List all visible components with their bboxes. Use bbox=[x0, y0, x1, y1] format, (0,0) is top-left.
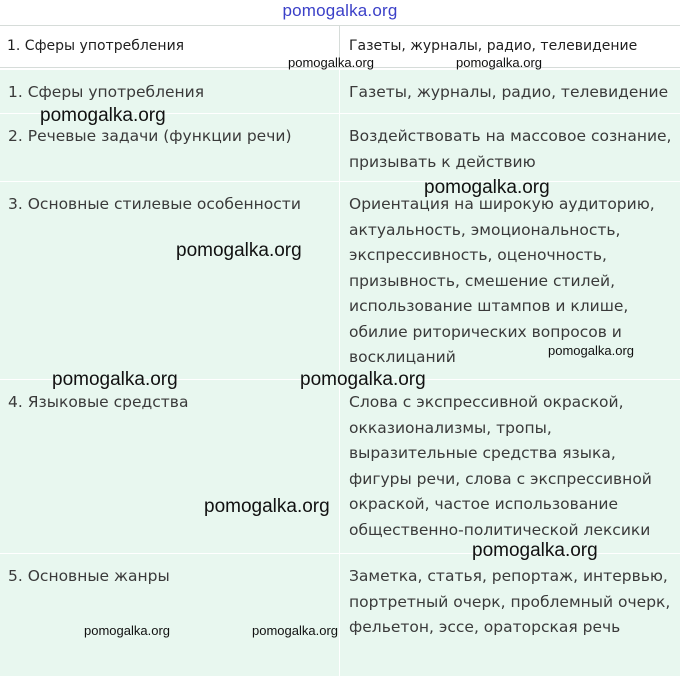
watermark: pomogalka.org bbox=[52, 369, 178, 390]
site-title[interactable]: pomogalka.org bbox=[282, 1, 398, 20]
watermark: pomogalka.org bbox=[204, 496, 330, 517]
watermark: pomogalka.org bbox=[300, 369, 426, 390]
watermark: pomogalka.org bbox=[176, 240, 302, 261]
row-value: Ориентация на широкую аудиторию, актуальность, эмоциональность, экспрессивность, оценочность, призывность, смешение стилей, использование штампов и клише, обилие риторических вопросов и восклицаний bbox=[349, 195, 655, 366]
table-row bbox=[0, 380, 680, 554]
row-value: Заметка, статья, репортаж, интервью, портретный очерк, проблемный очерк, фельетон, эссе, ораторская речь bbox=[349, 567, 671, 636]
watermark: pomogalka.org bbox=[40, 105, 166, 126]
watermark: pomogalka.org bbox=[424, 177, 550, 198]
watermark: pomogalka.org bbox=[252, 623, 338, 638]
row-label: 5. Основные жанры bbox=[8, 567, 170, 585]
watermark: pomogalka.org bbox=[84, 623, 170, 638]
header-cell-left: 1. Сферы употребления bbox=[7, 38, 185, 54]
row-value: Воздействовать на массовое сознание, призывать к действию bbox=[349, 127, 672, 171]
row-label: 2. Речевые задачи (функции речи) bbox=[8, 127, 292, 145]
row-value: Газеты, журналы, радио, телевидение bbox=[349, 83, 669, 101]
row-label: 1. Сферы употребления bbox=[8, 83, 205, 101]
table-row bbox=[0, 554, 680, 676]
row-label: 4. Языковые средства bbox=[8, 393, 189, 411]
watermark: pomogalka.org bbox=[472, 540, 598, 561]
row-label: 3. Основные стилевые особенности bbox=[8, 195, 301, 213]
watermark: pomogalka.org bbox=[548, 343, 634, 358]
watermark: pomogalka.org bbox=[288, 55, 374, 70]
row-value: Слова с экспрессивной окраской, окказионализмы, тропы, выразительные средства языка, фигуры речи, слова с экспрессивной окраской, частое использование общественно-политической лексики bbox=[349, 393, 652, 539]
watermark: pomogalka.org bbox=[456, 55, 542, 70]
header-cell-right: Газеты, журналы, радио, телевидение bbox=[349, 38, 638, 54]
